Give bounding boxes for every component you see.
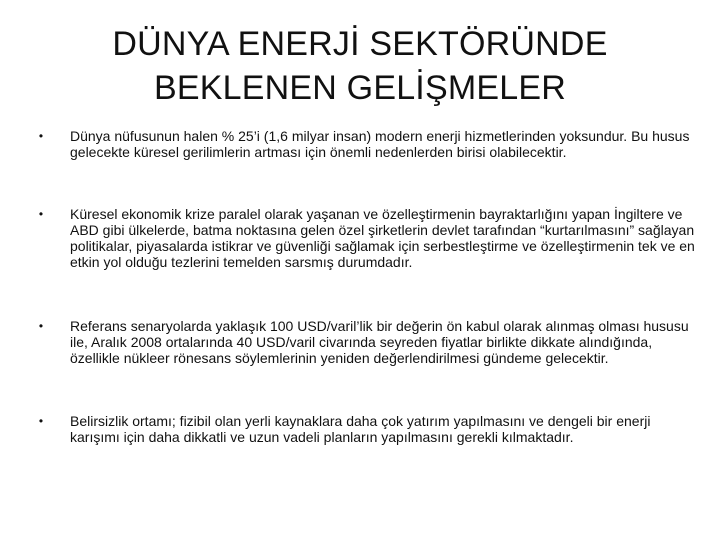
- bullet-marker: •: [38, 414, 44, 428]
- bullet-marker: •: [38, 319, 44, 333]
- bullet-text-2: Küresel ekonomik krize paralel olarak yaşanan ve özelleştirmenin bayraktarlığını yapan İngiltere ve ABD gibi ülkelerde, batma noktasına gelen özel şirketlerin devlet tarafından “kurtarılmasını” sağlayan politikalar, piyasalarda istikrar ve güvenliği sağlamak için serbestleştirme ve özelleştirmenin tek ve en etkin yol olduğu tezlerini temelden sarsmış durumdadır.: [70, 206, 695, 270]
- slide-title-line-1: DÜNYA ENERJİ SEKTÖRÜNDE: [112, 25, 608, 63]
- bullet-item-3: [36, 318, 700, 366]
- bullet-text-4: Belirsizlik ortamı; fizibil olan yerli kaynaklara daha çok yatırım yapılmasını ve dengeli bir enerji karışımı için daha dikkatli ve uzun vadeli planların yapılmasını gerekli kılmaktadır.: [70, 413, 651, 445]
- bullet-item-1: [36, 128, 700, 160]
- slide-title-line-2: BEKLENEN GELİŞMELER: [154, 69, 566, 107]
- bullet-marker: •: [38, 207, 44, 221]
- bullet-text-3: Referans senaryolarda yaklaşık 100 USD/varil’lik bir değerin ön kabul olarak alınmaş olması hususu ile, Aralık 2008 ortalarında 40 USD/varil civarında seyreden fiyatlar birlikte dikkate alındığında, özellikle nükleer rönesans söylemlerinin yeniden değerlendirilmesi gündeme gelecektir.: [70, 318, 689, 366]
- slide-title: [60, 22, 660, 110]
- bullet-text-1: Dünya nüfusunun halen % 25’i (1,6 milyar insan) modern enerji hizmetlerinden yoksundur. Bu husus gelecekte küresel gerilimlerin artması için önemli nedenlerden birisi olabilecektir.: [70, 128, 690, 160]
- bullet-item-4: [36, 413, 700, 445]
- bullet-marker: •: [38, 129, 44, 143]
- bullet-item-2: [36, 206, 700, 270]
